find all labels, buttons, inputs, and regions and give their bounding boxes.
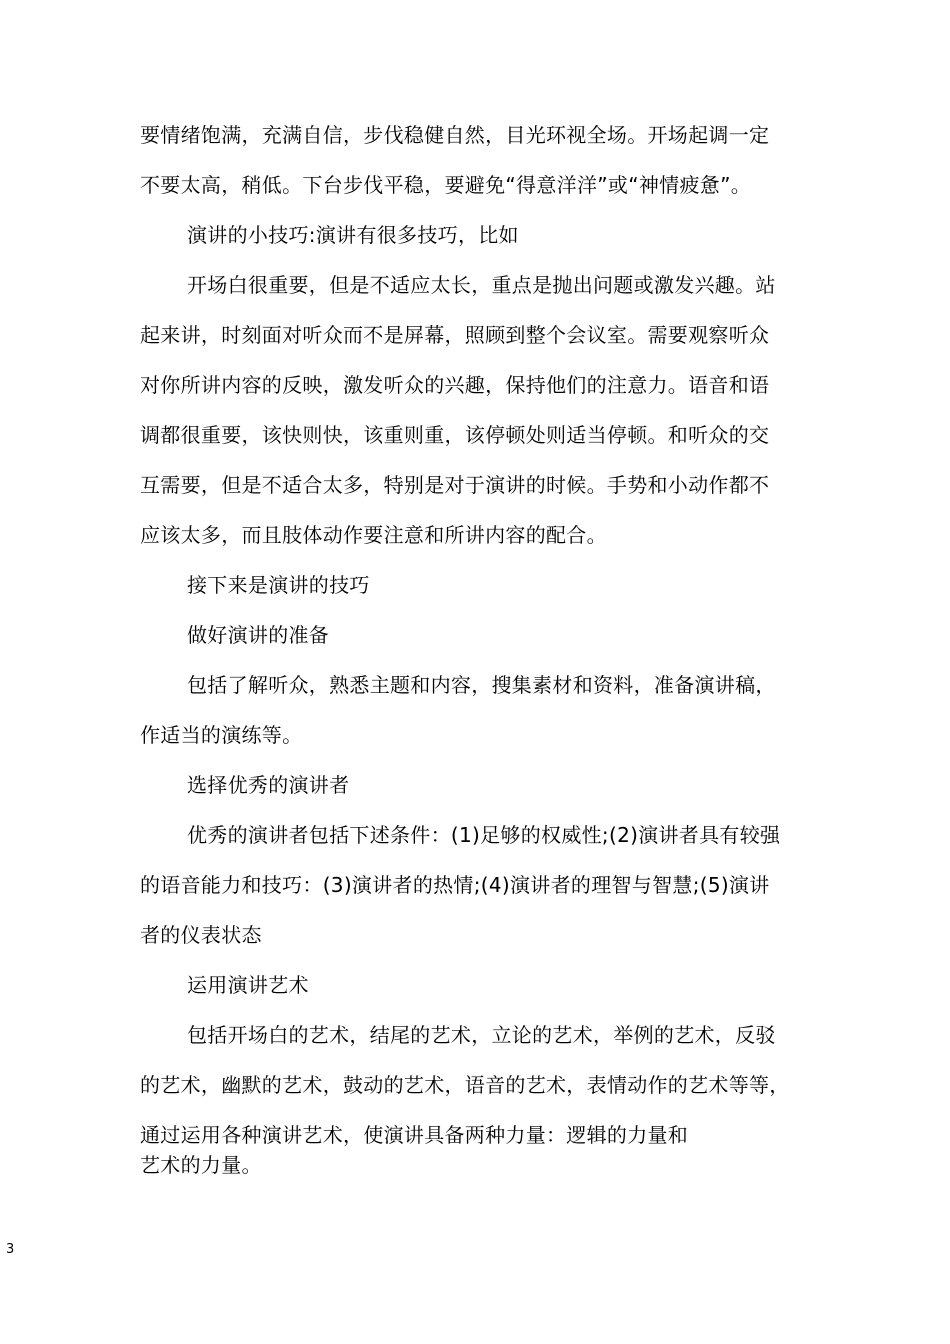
- text-line-3: 演讲的小技巧:演讲有很多技巧，比如: [187, 223, 519, 247]
- page-number: 3: [6, 1242, 15, 1257]
- section-heading-choose-speaker: 选择优秀的演讲者: [187, 773, 350, 797]
- section-heading-next-techniques: 接下来是演讲的技巧: [187, 573, 370, 597]
- text-line-20: 的艺术，幽默的艺术，鼓动的艺术，语音的艺术，表情动作的艺术等等，: [140, 1073, 790, 1097]
- text-line-19: 包括开场白的艺术，结尾的艺术，立论的艺术，举例的艺术，反驳: [187, 1023, 776, 1047]
- text-line-8: 互需要，但是不适合太多，特别是对于演讲的时候。手势和小动作都不: [140, 473, 770, 497]
- text-line-13: 作适当的演练等。: [140, 723, 303, 747]
- text-line-9: 应该太多，而且肢体动作要注意和所讲内容的配合。: [140, 523, 607, 547]
- section-heading-speech-art: 运用演讲艺术: [187, 973, 309, 997]
- text-line-12: 包括了解听众，熟悉主题和内容，搜集素材和资料，准备演讲稿，: [187, 673, 776, 697]
- text-line-4: 开场白很重要，但是不适应太长，重点是抛出问题或激发兴趣。站: [187, 273, 776, 297]
- text-line-22: 艺术的力量。: [140, 1153, 262, 1177]
- text-line-6: 对你所讲内容的反映，激发听众的兴趣，保持他们的注意力。语音和语: [140, 373, 770, 397]
- text-line-16: 的语音能力和技巧：(3)演讲者的热情;(4)演讲者的理智与智慧;(5)演讲: [140, 873, 770, 897]
- text-line-1: 要情绪饱满，充满自信，步伐稳健自然，目光环视全场。开场起调一定: [140, 123, 770, 147]
- text-line-5: 起来讲，时刻面对听众而不是屏幕，照顾到整个会议室。需要观察听众: [140, 323, 770, 347]
- text-line-17: 者的仪表状态: [140, 923, 262, 947]
- text-line-21: 通过运用各种演讲艺术，使演讲具备两种力量：逻辑的力量和: [140, 1123, 689, 1147]
- text-line-2: 不要太高，稍低。下台步伐平稳，要避免“得意洋洋”或“神情疲惫”。: [140, 173, 752, 197]
- text-line-15: 优秀的演讲者包括下述条件：(1)足够的权威性;(2)演讲者具有较强: [187, 823, 781, 847]
- section-heading-preparation: 做好演讲的准备: [187, 623, 330, 647]
- text-line-7: 调都很重要，该快则快，该重则重，该停顿处则适当停顿。和听众的交: [140, 423, 770, 447]
